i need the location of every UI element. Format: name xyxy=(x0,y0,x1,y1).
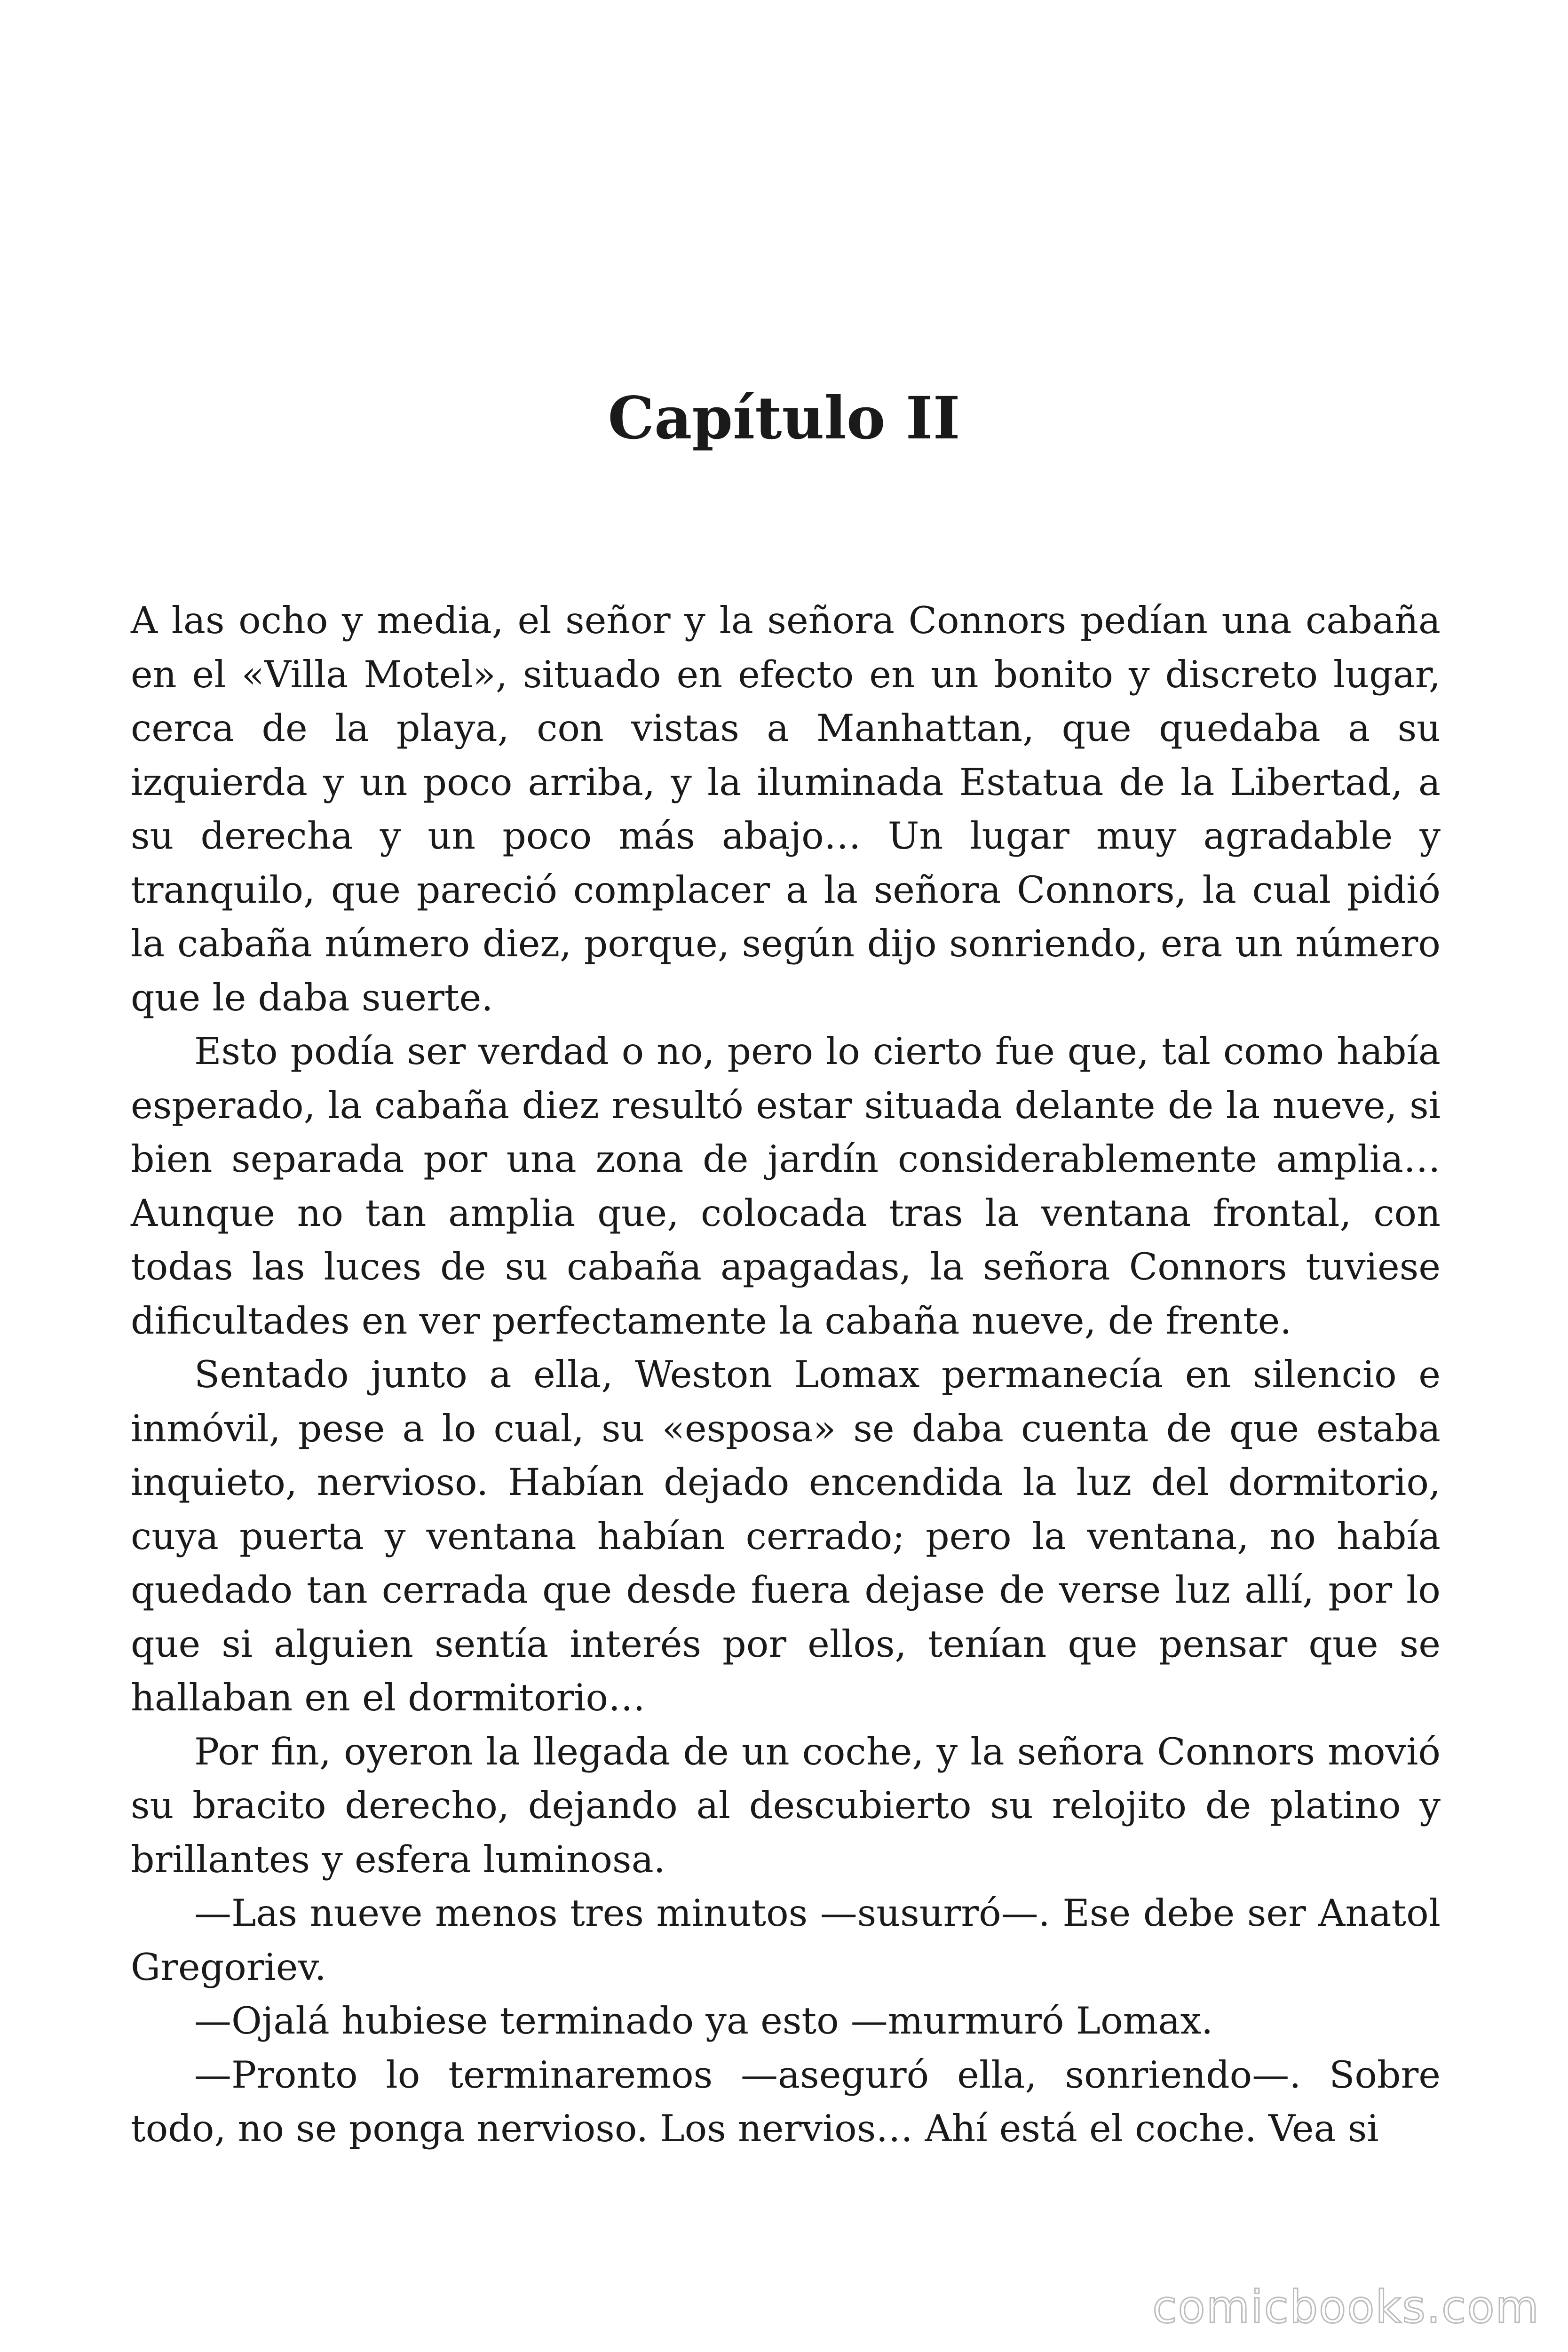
chapter-title: Capítulo II xyxy=(608,384,960,453)
paragraph: Por fin, oyeron la llegada de un coche, y la señora Connors movió su bracito derecho, dejando al descubierto su relojito de platino y brillantes y esfera luminosa. xyxy=(131,1730,1441,1881)
paragraph: Sentado junto a ella, Weston Lomax permanecía en silencio e inmóvil, pese a lo cual, su «esposa» se daba cuenta de que estaba inquieto, nervioso. Habían dejado encendida la luz del dormitorio, cuya puerta y ventana habían cerrado; pero la ventana, no había quedado tan cerrada que desde fuera dejase de verse luz allí, por lo que si alguien sentía interés por ellos, tenían que pensar que se hallaban en el dormitorio… xyxy=(131,1353,1441,1719)
chapter-body xyxy=(131,594,1441,2156)
paragraph: —Las nueve menos tres minutos —susurró—. Ese debe ser Anatol Gregoriev. xyxy=(131,1891,1441,1989)
paragraph: A las ocho y media, el señor y la señora Connors pedían una cabaña en el «Villa Motel», situado en efecto en un bonito y discreto lugar, cerca de la playa, con vistas a Manhattan, que quedaba a su izquierda y un poco arriba, y la iluminada Estatua de la Libertad, a su derecha y un poco más abajo… Un lugar muy agradable y tranquilo, que pareció complacer a la señora Connors, la cual pidió la cabaña número diez, porque, según dijo sonriendo, era un número que le daba suerte. xyxy=(131,599,1441,1019)
watermark: comicbooks.com xyxy=(1152,2281,1540,2333)
paragraph: Esto podía ser verdad o no, pero lo cierto fue que, tal como había esperado, la cabaña diez resultó estar situada delante de la nueve, si bien separada por una zona de jardín considerablemente amplia… Aunque no tan amplia que, colocada tras la ventana frontal, con todas las luces de su cabaña apagadas, la señora Connors tuviese dificultades en ver perfectamente la cabaña nueve, de frente. xyxy=(131,1030,1441,1343)
paragraph: —Pronto lo terminaremos —aseguró ella, sonriendo—. Sobre todo, no se ponga nervioso. Los nervios… Ahí está el coche. Vea si xyxy=(131,2053,1441,2150)
paragraph: —Ojalá hubiese terminado ya esto —murmuró Lomax. xyxy=(194,1999,1213,2042)
